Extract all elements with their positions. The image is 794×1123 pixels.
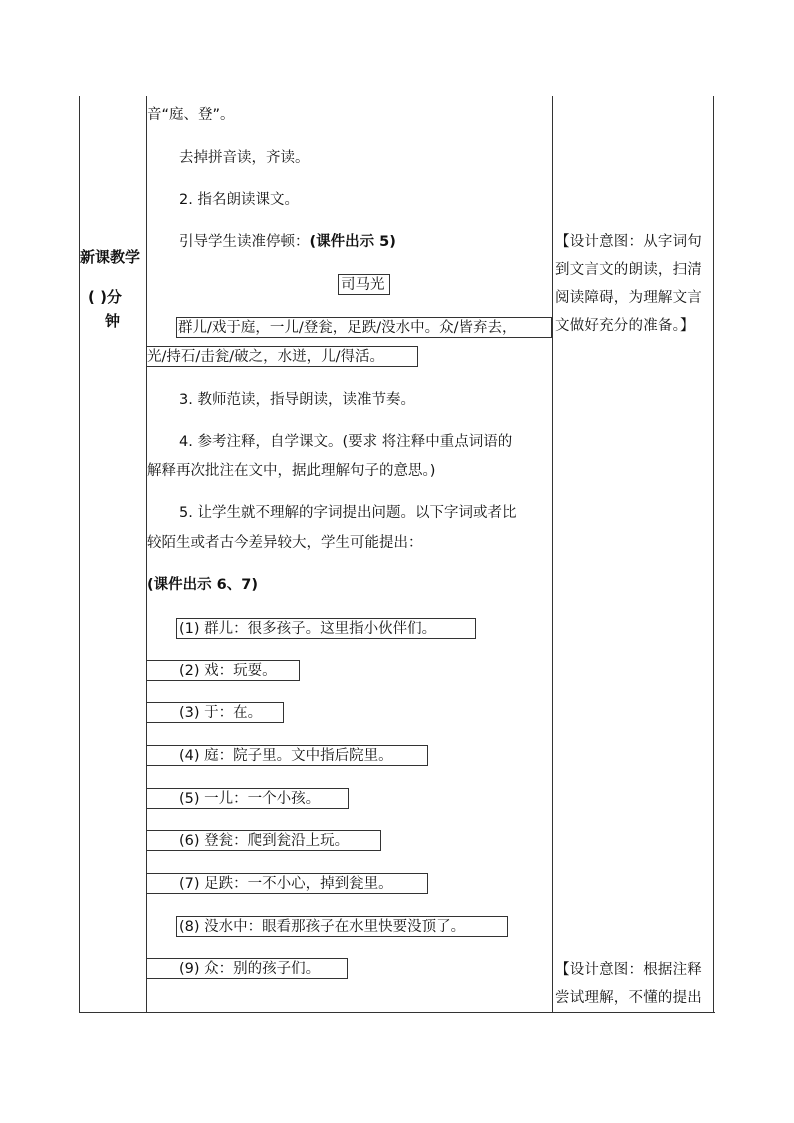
pinyin-line: 音“庭、登”。 [147, 107, 235, 123]
guide-prefix: 引导学生读准停顿： [179, 234, 310, 250]
note-item: (6) 登瓮：爬到瓮沿上玩。 [179, 833, 350, 849]
poem-title: 司马光 [341, 277, 385, 293]
poem-line2: 光/持石/击瓮/破之，水迸，儿/得活。 [147, 349, 385, 365]
slides-ref: (课件出示 6、7) [147, 577, 258, 593]
table-border-col2 [552, 96, 553, 1012]
note-item: (8) 没水中：眼看那孩子在水里快要没顶了。 [179, 919, 466, 935]
poem-line1: 群儿/戏于庭，一儿/登瓮，足跌/没水中。众/皆弃去， [178, 320, 517, 336]
step-5-line2: 较陌生或者古今差异较大，学生可能提出： [147, 535, 423, 551]
note-item: (7) 足跌：一不小心，掉到瓮里。 [179, 876, 393, 892]
note-item: (1) 群儿：很多孩子。这里指小伙伴们。 [179, 621, 437, 637]
step-4-line2: 解释再次批注在文中，据此理解句子的意思。) [147, 463, 436, 479]
guide-slide-ref: (课件出示 5) [309, 234, 396, 250]
design-note-1: 【设计意图：从字词句到文言文的朗读，扫清阅读障碍，为理解文言文做好充分的准备。】 [555, 234, 702, 334]
section-time-suffix: 钟 [105, 312, 121, 330]
step-4-line1: 4. 参考注释，自学课文。(要求 将注释中重点词语的 [179, 434, 513, 450]
guide-line [179, 232, 396, 252]
section-label: 新课教学 [80, 248, 141, 266]
note-item: (4) 庭：院子里。文中指后院里。 [179, 748, 393, 764]
section-time: ( )分 [88, 288, 122, 306]
step-2: 2. 指名朗读课文。 [179, 192, 299, 208]
design-note-2: 【设计意图：根据注释尝试理解，不懂的提出 [555, 962, 702, 1006]
table-border-left [79, 96, 80, 1012]
note-item: (3) 于：在。 [179, 705, 263, 721]
note-item: (9) 众：别的孩子们。 [179, 961, 321, 977]
note-item: (2) 戏：玩耍。 [179, 663, 277, 679]
step-5-line1: 5. 让学生就不理解的字词提出问题。以下字词或者比 [179, 505, 517, 521]
qidu-line: 去掉拼音读，齐读。 [179, 150, 310, 166]
step-3: 3. 教师范读，指导朗读，读准节奏。 [179, 392, 415, 408]
note-item: (5) 一儿：一个小孩。 [179, 791, 321, 807]
